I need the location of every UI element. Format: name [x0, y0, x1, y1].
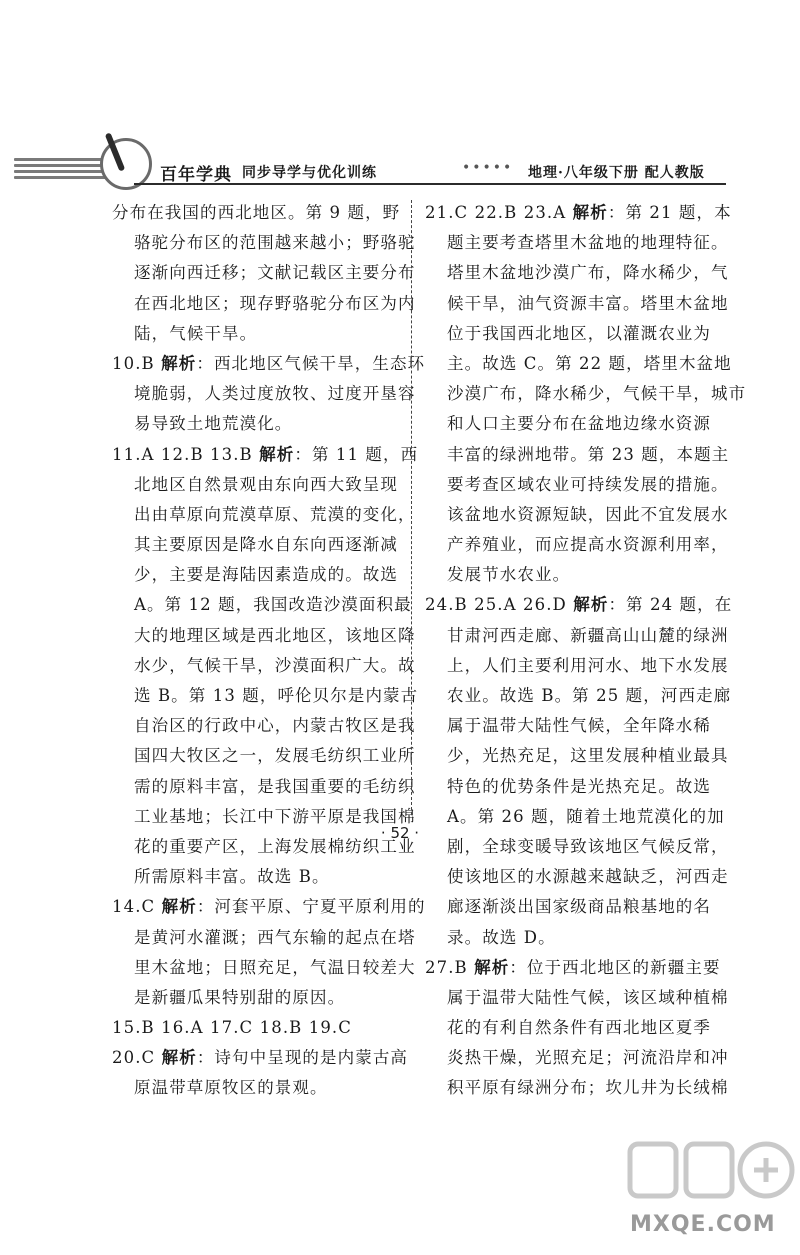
analysis-label: 解析	[474, 957, 510, 977]
answer-text: 原温带草原牧区的景观。	[134, 1078, 328, 1098]
left-column-line	[112, 590, 412, 620]
right-column-line	[425, 923, 715, 953]
right-column-line	[425, 862, 729, 892]
right-column-line	[425, 681, 732, 711]
answer-text: ：西北地区气候干旱，生态环	[196, 353, 426, 373]
right-column-line	[425, 349, 732, 379]
series-title: 百年学典	[160, 165, 232, 185]
answer-text: 花的有利自然条件有西北地区夏季	[447, 1018, 711, 1038]
answer-text: A。第 12 题，我国改造沙漠面积最	[134, 595, 412, 615]
left-column-line	[112, 228, 416, 258]
right-column-line	[425, 621, 729, 651]
answer-text: ：河套平原、宁夏平原利用的	[196, 897, 426, 917]
answer-text: 该盆地水资源短缺，因此不宜发展水	[447, 504, 729, 524]
answer-text: 位于我国西北地区，以灌溉农业为	[447, 323, 711, 343]
left-column-line	[112, 198, 412, 228]
analysis-label: 解析	[161, 1048, 197, 1068]
answer-text: 水少，气候干旱，沙漠面积广大。故	[134, 655, 416, 675]
answer-text: 沙漠广布，降水稀少，气候干旱，城市	[447, 384, 747, 404]
left-column-line	[112, 289, 416, 319]
answer-text: 骆驼分布区的范围越来越小；野骆驼	[134, 233, 416, 253]
answer-text: 属于温带大陆性气候，全年降水稀	[447, 716, 711, 736]
answer-text: 属于温带大陆性气候，该区域种植棉	[447, 987, 729, 1007]
running-header	[14, 128, 714, 196]
answer-text: 少，光热充足，这里发展种植业最具	[447, 746, 729, 766]
left-column-line	[112, 470, 412, 500]
answer-text: 题主要考查塔里木盆地的地理特征。	[447, 233, 729, 253]
right-column-line	[425, 530, 729, 560]
answer-text: 其主要原因是降水自东向西逐渐减	[134, 535, 398, 555]
left-column-line	[112, 681, 419, 711]
left-answer-column	[112, 198, 426, 1104]
answer-text: 丰富的绿洲地带。第 23 题，本题主	[447, 444, 730, 464]
right-column-line	[425, 983, 729, 1013]
answer-numbers: 10.B	[112, 353, 155, 373]
answer-numbers: 21.C 22.B 23.A	[425, 203, 567, 222]
answer-text: 需的原料丰富，是我国重要的毛纺织	[134, 776, 416, 796]
left-column-line	[112, 651, 416, 681]
right-column-line	[425, 470, 729, 500]
answer-text: 在西北地区；现存野骆驼分布区为内	[134, 293, 416, 313]
left-column-line	[112, 440, 419, 470]
answer-text: 甘肃河西走廊、新疆高山山麓的绿洲	[447, 625, 729, 645]
answer-numbers: 14.C	[112, 897, 156, 917]
answer-text: 逐渐向西迁移；文献记载区主要分布	[134, 263, 416, 283]
left-column-line	[112, 983, 412, 1013]
answer-numbers: 20.C	[112, 1048, 156, 1068]
left-column-line	[112, 500, 416, 530]
right-column-line	[425, 711, 715, 741]
subject-grade-edition: 地理·八年级下册 配人教版	[528, 165, 705, 181]
answer-text: 要考查区域农业可持续发展的措施。	[447, 474, 729, 494]
answer-text: 大的地理区域是西北地区，该地区降	[134, 625, 416, 645]
answer-text: 所需原料丰富。故选 B。	[134, 867, 330, 887]
series-subtitle: 同步导学与优化训练	[242, 165, 377, 181]
analysis-label: 解析	[161, 897, 197, 917]
answer-text: ：第 24 题，在	[608, 595, 733, 615]
answer-text: 易导致土地荒漠化。	[134, 414, 293, 434]
answer-text: ：位于西北地区的新疆主要	[509, 957, 721, 977]
answer-text: ：诗句中呈现的是内蒙古高	[196, 1048, 409, 1068]
page-number: · 52 ·	[380, 824, 420, 842]
analysis-label: 解析	[259, 444, 295, 464]
answer-text: 积平原有绿洲分布；坎儿井为长绒棉	[447, 1078, 729, 1098]
right-column-line	[425, 651, 729, 681]
right-answer-column	[425, 198, 747, 1104]
answer-text: 自治区的行政中心，内蒙古牧区是我	[134, 716, 416, 736]
right-column-line	[425, 892, 715, 922]
right-column-line	[425, 1043, 729, 1073]
answer-text: 工业基地；长江中下游平原是我国棉	[134, 806, 416, 826]
answer-numbers: 15.B 16.A 17.C 18.B 19.C	[112, 1018, 352, 1038]
answer-text: 花的重要产区，上海发展棉纺织工业	[134, 836, 416, 856]
answer-numbers: 24.B 25.A 26.D	[425, 595, 567, 615]
analysis-label: 解析	[573, 595, 609, 615]
answer-text: 塔里木盆地沙漠广布，降水稀少，气	[447, 263, 729, 283]
answer-text: 陆，气候干旱。	[134, 323, 258, 343]
answer-text: 剧，全球变暖导致该地区气候反常，	[447, 836, 729, 856]
left-column-line	[112, 1073, 412, 1103]
answer-text: 和人口主要分布在盆地边缘水资源	[447, 414, 711, 434]
answer-site-watermark-logo	[626, 1136, 796, 1208]
left-column-line	[112, 923, 416, 953]
right-column-line	[425, 289, 729, 319]
left-column-line	[112, 379, 416, 409]
answer-text: 炎热干燥，光照充足；河流沿岸和冲	[447, 1048, 729, 1068]
right-column-line	[425, 953, 721, 983]
right-column-line	[425, 560, 715, 590]
answer-text: A。第 26 题，随着土地荒漠化的加	[447, 806, 725, 826]
left-column-line	[112, 892, 426, 922]
right-column-line	[425, 590, 733, 620]
right-column-line	[425, 1013, 715, 1043]
left-column-line	[112, 319, 412, 349]
answer-text: 北地区自然景观由东向西大致呈现	[134, 474, 398, 494]
answer-text: 上，人们主要利用河水、地下水发展	[447, 655, 729, 675]
column-divider	[411, 200, 412, 815]
answer-text: ：第 21 题，本	[607, 203, 732, 222]
left-column-line	[112, 1043, 412, 1073]
watermark-url: MXQE.COM	[630, 1212, 776, 1237]
answer-text: 选 B。第 13 题，呼伦贝尔是内蒙古	[134, 686, 419, 705]
answer-text: 录。故选 D。	[447, 927, 556, 947]
answer-text: 特色的优势条件是光热充足。故选	[447, 776, 711, 796]
left-column-line	[112, 1013, 412, 1043]
left-column-line	[112, 258, 416, 288]
right-column-line	[425, 409, 715, 439]
answer-text: 使该地区的水源越来越缺乏，河西走	[447, 867, 729, 887]
header-dots: •••••	[462, 160, 514, 176]
left-column-line	[112, 711, 416, 741]
right-column-line	[425, 741, 729, 771]
left-column-line	[112, 953, 416, 983]
answer-text: 国四大牧区之一，发展毛纺织工业所	[134, 746, 416, 766]
answer-text: 分布在我国的西北地区。第 9 题，野	[112, 203, 401, 222]
left-column-line	[112, 530, 412, 560]
answer-text: 是新疆瓜果特别甜的原因。	[134, 987, 346, 1007]
answer-text: 里木盆地；日照充足，气温日较差大	[134, 957, 416, 977]
answer-text: 是黄河水灌溉；西气东输的起点在塔	[134, 927, 416, 947]
right-column-line	[425, 258, 729, 288]
answer-text: 出由草原向荒漠草原、荒漠的变化，	[134, 504, 416, 524]
right-column-line	[425, 228, 729, 258]
left-column-line	[112, 862, 412, 892]
answer-text: 主。故选 C。第 22 题，塔里木盆地	[447, 353, 732, 373]
right-column-line	[425, 379, 747, 409]
answer-text: 候干旱，油气资源丰富。塔里木盆地	[447, 293, 729, 313]
right-column-line	[425, 772, 715, 802]
answer-numbers: 27.B	[425, 957, 468, 977]
right-column-line	[425, 440, 730, 470]
answer-text: 境脆弱，人类过度放牧、过度开垦容	[134, 384, 416, 404]
left-column-line	[112, 560, 412, 590]
right-column-line	[425, 198, 732, 228]
left-column-line	[112, 772, 416, 802]
left-column-line	[112, 349, 426, 379]
analysis-label: 解析	[572, 203, 608, 222]
answer-text: ：第 11 题，西	[294, 444, 419, 464]
right-column-line	[425, 500, 729, 530]
right-column-line	[425, 1073, 729, 1103]
right-column-line	[425, 319, 715, 349]
answer-text: 发展节水农业。	[447, 565, 571, 585]
answer-text: 少，主要是海陆因素造成的。故选	[134, 565, 398, 585]
answer-numbers: 11.A 12.B 13.B	[112, 444, 253, 464]
left-column-line	[112, 741, 416, 771]
answer-text: 农业。故选 B。第 25 题，河西走廊	[447, 686, 732, 705]
answer-text: 产养殖业，而应提高水资源利用率，	[447, 535, 729, 555]
analysis-label: 解析	[161, 353, 197, 373]
answer-text: 廊逐渐淡出国家级商品粮基地的名	[447, 897, 711, 917]
left-column-line	[112, 409, 412, 439]
left-column-line	[112, 621, 416, 651]
